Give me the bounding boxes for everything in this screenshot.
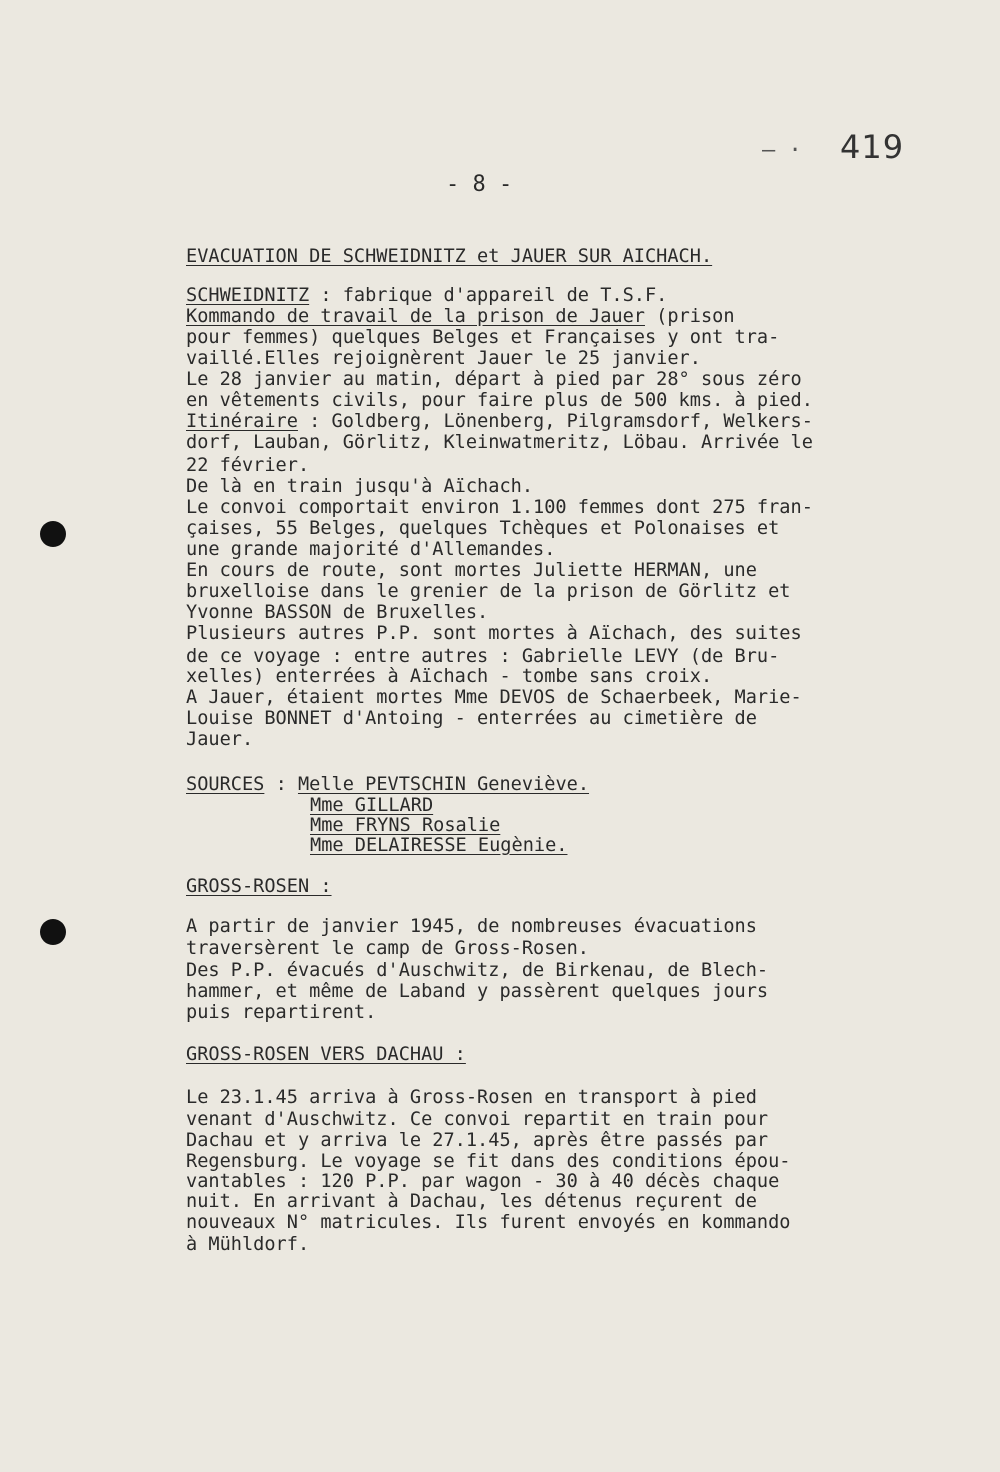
source-name: Mme GILLARD: [310, 795, 434, 816]
body-line: Dachau et y arriva le 27.1.45, après être passés par: [186, 1130, 769, 1151]
body-line: nuit. En arrivant à Dachau, les détenus reçurent de: [186, 1191, 757, 1212]
body-line: vaillé.Elles rejoignèrent Jauer le 25 janvier.: [186, 348, 701, 369]
body-line: Le 28 janvier au matin, départ à pied par 28° sous zéro: [186, 369, 802, 390]
section-title-gross-rosen: GROSS-ROSEN :: [186, 876, 332, 897]
body-line: Yvonne BASSON de Bruxelles.: [186, 602, 489, 623]
body-line: hammer, et même de Laband y passèrent quelques jours: [186, 981, 769, 1002]
archive-page-number: 419: [840, 128, 905, 166]
body-line: Jauer.: [186, 729, 254, 750]
body-line: à Mühldorf.: [186, 1234, 310, 1255]
body-line: dorf, Lauban, Görlitz, Kleinwatmeritz, Löbau. Arrivée le: [186, 432, 813, 453]
body-line: traversèrent le camp de Gross-Rosen.: [186, 938, 589, 959]
sources-label: SOURCES: [186, 774, 265, 795]
page-marker: - 8 -: [446, 172, 513, 197]
section-title-evacuation: EVACUATION DE SCHWEIDNITZ et JAUER SUR AICHACH.: [186, 246, 713, 267]
body-line: vantables : 120 P.P. par wagon - 30 à 40 décès chaque: [186, 1171, 780, 1192]
body-line: Regensburg. Le voyage se fit dans des conditions épou-: [186, 1151, 791, 1172]
body-line: Kommando de travail de la prison de Jauer (prison: [186, 306, 735, 327]
sources-row-1: SOURCES : Melle PEVTSCHIN Geneviève.: [186, 774, 590, 795]
body-line: en vêtements civils, pour faire plus de 500 kms. à pied.: [186, 390, 813, 411]
body-line: de ce voyage : entre autres : Gabrielle LEVY (de Bru-: [186, 646, 780, 667]
source-name: Mme DELAIRESSE Eugènie.: [310, 835, 568, 856]
source-name: Mme FRYNS Rosalie: [310, 815, 501, 836]
body-line: Plusieurs autres P.P. sont mortes à Aïchach, des suites: [186, 623, 802, 644]
body-line: Louise BONNET d'Antoing - enterrées au cimetière de: [186, 708, 757, 729]
body-line: puis repartirent.: [186, 1002, 377, 1023]
punch-hole-top: [40, 521, 66, 547]
body-line: SCHWEIDNITZ : fabrique d'appareil de T.S.F.: [186, 285, 668, 306]
body-line: En cours de route, sont mortes Juliette HERMAN, une: [186, 560, 757, 581]
body-line: A Jauer, étaient mortes Mme DEVOS de Schaerbeek, Marie-: [186, 687, 802, 708]
body-line: Le convoi comportait environ 1.100 femmes dont 275 fran-: [186, 497, 813, 518]
body-line: venant d'Auschwitz. Ce convoi repartit en train pour: [186, 1109, 769, 1130]
section-title-gross-rosen-dachau: GROSS-ROSEN VERS DACHAU :: [186, 1044, 466, 1065]
body-line: bruxelloise dans le grenier de la prison de Görlitz et: [186, 581, 791, 602]
body-line: xelles) enterrées à Aïchach - tombe sans croix.: [186, 666, 713, 687]
body-line: A partir de janvier 1945, de nombreuses évacuations: [186, 916, 757, 937]
pencil-dash-mark: – ·: [762, 138, 802, 163]
body-line: Le 23.1.45 arriva à Gross-Rosen en transport à pied: [186, 1087, 757, 1108]
body-line: Itinéraire : Goldberg, Lönenberg, Pilgramsdorf, Welkers-: [186, 411, 813, 432]
body-line: une grande majorité d'Allemandes.: [186, 539, 556, 560]
body-line: De là en train jusqu'à Aïchach.: [186, 476, 534, 497]
body-line: Des P.P. évacués d'Auschwitz, de Birkenau, de Blech-: [186, 960, 769, 981]
source-name: Melle PEVTSCHIN Geneviève.: [297, 774, 590, 795]
body-line: nouveaux N° matricules. Ils furent envoyés en kommando: [186, 1212, 791, 1233]
body-line: çaises, 55 Belges, quelques Tchèques et Polonaises et: [186, 518, 780, 539]
punch-hole-bottom: [40, 919, 66, 945]
body-line: 22 février.: [186, 455, 310, 476]
body-line: pour femmes) quelques Belges et Françaises y ont tra-: [186, 327, 780, 348]
